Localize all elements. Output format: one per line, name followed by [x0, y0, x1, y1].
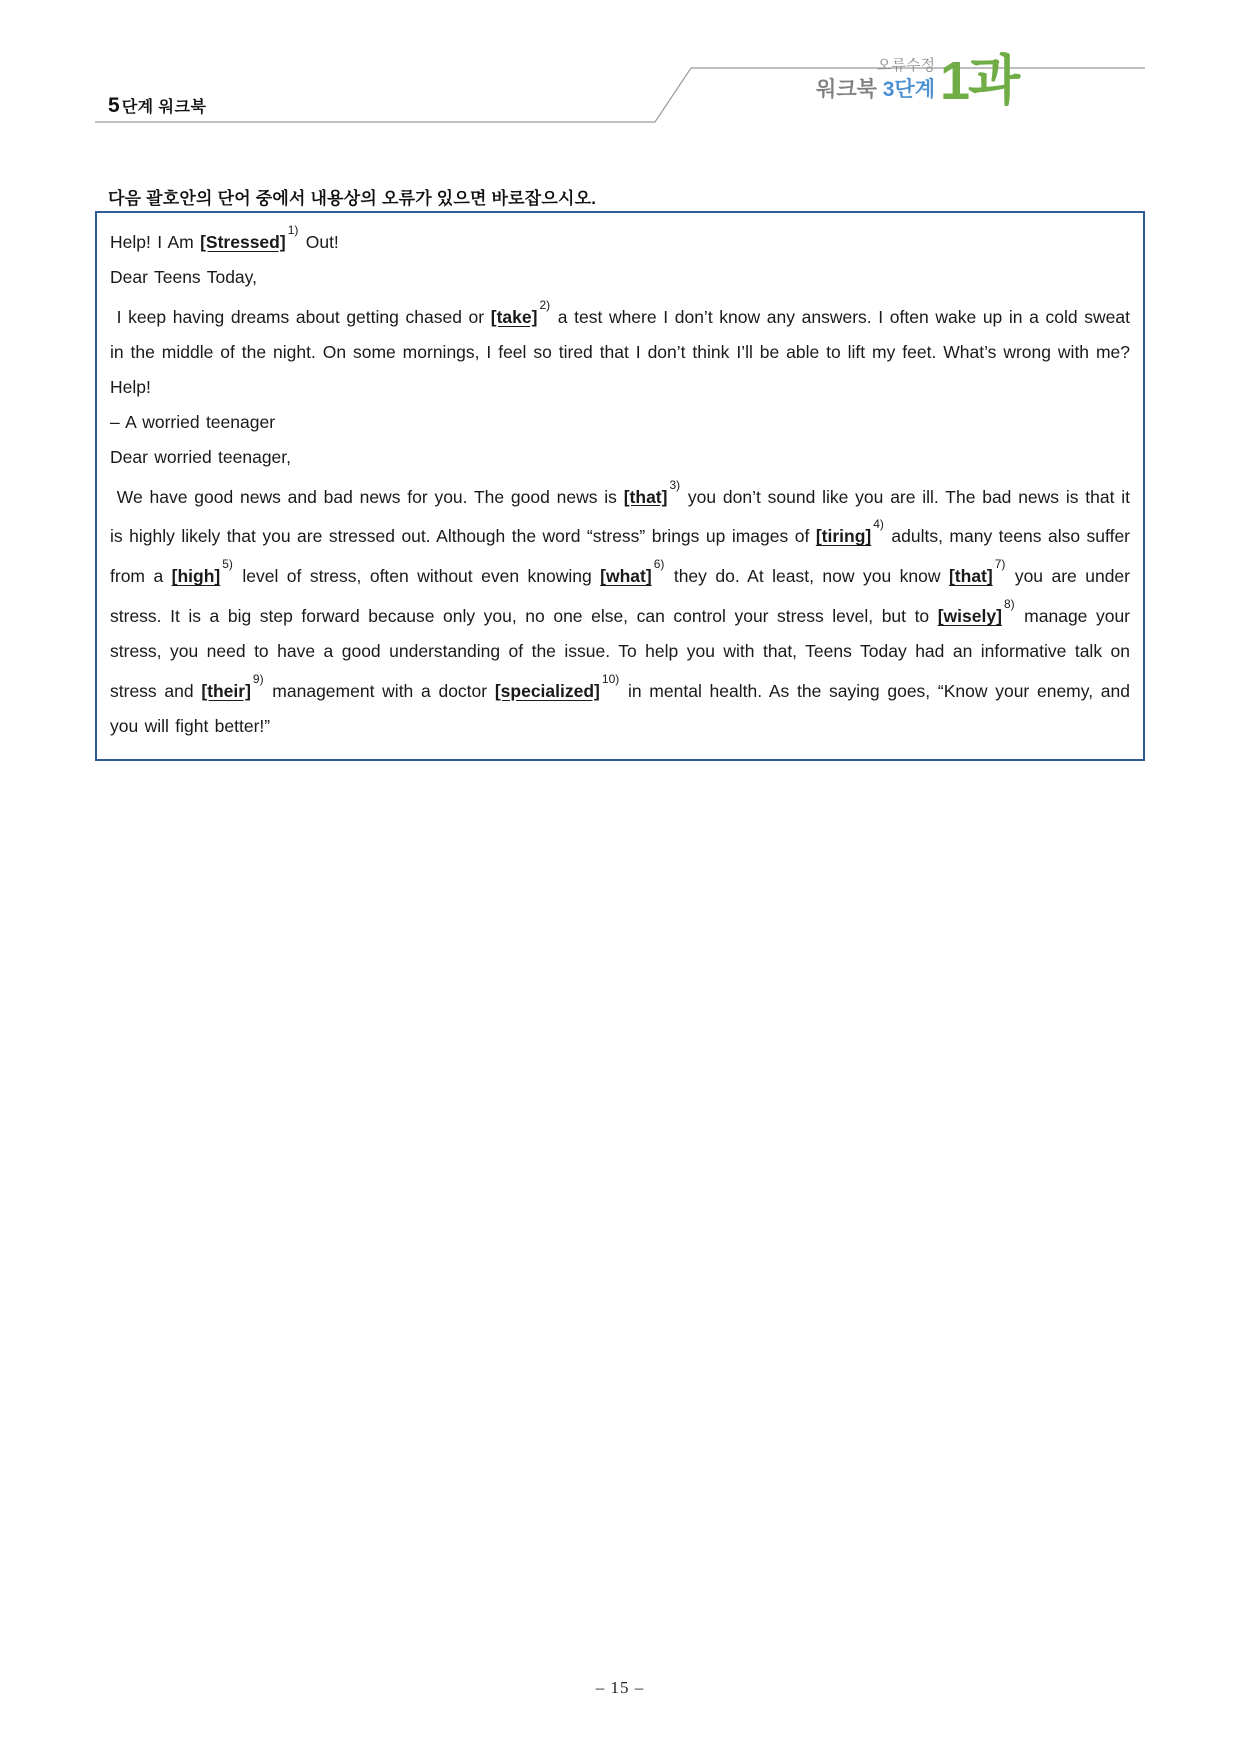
header-left-title-text: 단계 워크북: [121, 99, 207, 116]
series-step: 3단계: [882, 77, 935, 101]
superscript-number: 5): [222, 557, 233, 572]
superscript-number: 10): [601, 671, 620, 686]
passage-paragraph: Dear worried teenager,: [110, 446, 292, 467]
bracketed-word: [their]: [201, 680, 251, 701]
bracketed-word: [specialized]: [494, 680, 600, 701]
bracketed-word: [take]: [490, 306, 538, 327]
superscript-number: 2): [539, 297, 551, 312]
bracketed-word: [tiring]: [815, 526, 872, 547]
unit-badge: 1과: [940, 51, 1019, 111]
bracketed-word: [wisely]: [937, 605, 1002, 626]
superscript-number: 9): [252, 671, 264, 686]
superscript-number: 8): [1003, 597, 1015, 612]
bracketed-word: [that]: [623, 486, 668, 507]
header-series-workbook: 워크북: [816, 77, 877, 101]
superscript-number: 7): [994, 557, 1006, 572]
bracketed-word: [high]: [171, 566, 221, 587]
header-category-label: 오류수정: [877, 57, 935, 74]
page-number: – 15 –: [595, 1678, 645, 1697]
instruction-text: 다음 괄호안의 단어 중에서 내용상의 오류가 있으면 바로잡으시오.: [108, 189, 597, 208]
passage-paragraph: – A worried teenager: [110, 411, 276, 432]
header-rule-lines: [0, 0, 1240, 140]
superscript-number: 1): [287, 223, 299, 237]
header-left-title-number: 5: [108, 94, 120, 117]
header-left-title: [108, 94, 206, 118]
header-right-block: [816, 56, 935, 103]
passage-paragraph: We have good news and bad news for you. The good news is [that]$^{3)}$ you don’t sound like you are ill. The bad news is that it is highly likely that you are stressed out. Although the word “stress” brings up images of [tiring]$^{4)}$ adults, many teens also suffer from a [high]$^{5)}$ level of stress, often without even knowing [what]$^{6)}$ they do. At least, now you know [that]$^{7)}$ you are under stress. It is a big step forward because only you, no one else, can control your stress level, but to [wisely]$^{8)}$ manage your stress, you need to have a good understanding of the issue. To help you with that, Teens Today had an informative talk on stress and [their]$^{9)}$ management with a doctor [specialized]$^{10)}$ in mental health. As the saying goes, “Know your enemy, and you will fight better!”: [110, 477, 1137, 736]
superscript-number: 4): [873, 517, 884, 532]
bracketed-word: [what]: [600, 566, 652, 587]
bracketed-word: [that]: [948, 566, 993, 587]
passage-box: [95, 211, 1145, 761]
header-series-title: [816, 78, 935, 101]
superscript-number: 3): [669, 477, 681, 492]
passage-paragraph: Dear Teens Today,: [110, 266, 257, 287]
passage-paragraph: Help! I Am [Stressed]$^{1)}$ Out!: [110, 223, 339, 252]
passage-paragraph: I keep having dreams about getting chased or [take]$^{2)}$ a test where I don’t know any answers. I often wake up in a cold sweat in the middle of the night. On some mornings, I feel so tired that I don’t think I’ll be able to lift my feet. What’s wrong with me? Help!: [110, 297, 1137, 397]
superscript-number: 6): [653, 557, 665, 572]
bracketed-word: [Stressed]: [200, 231, 286, 252]
